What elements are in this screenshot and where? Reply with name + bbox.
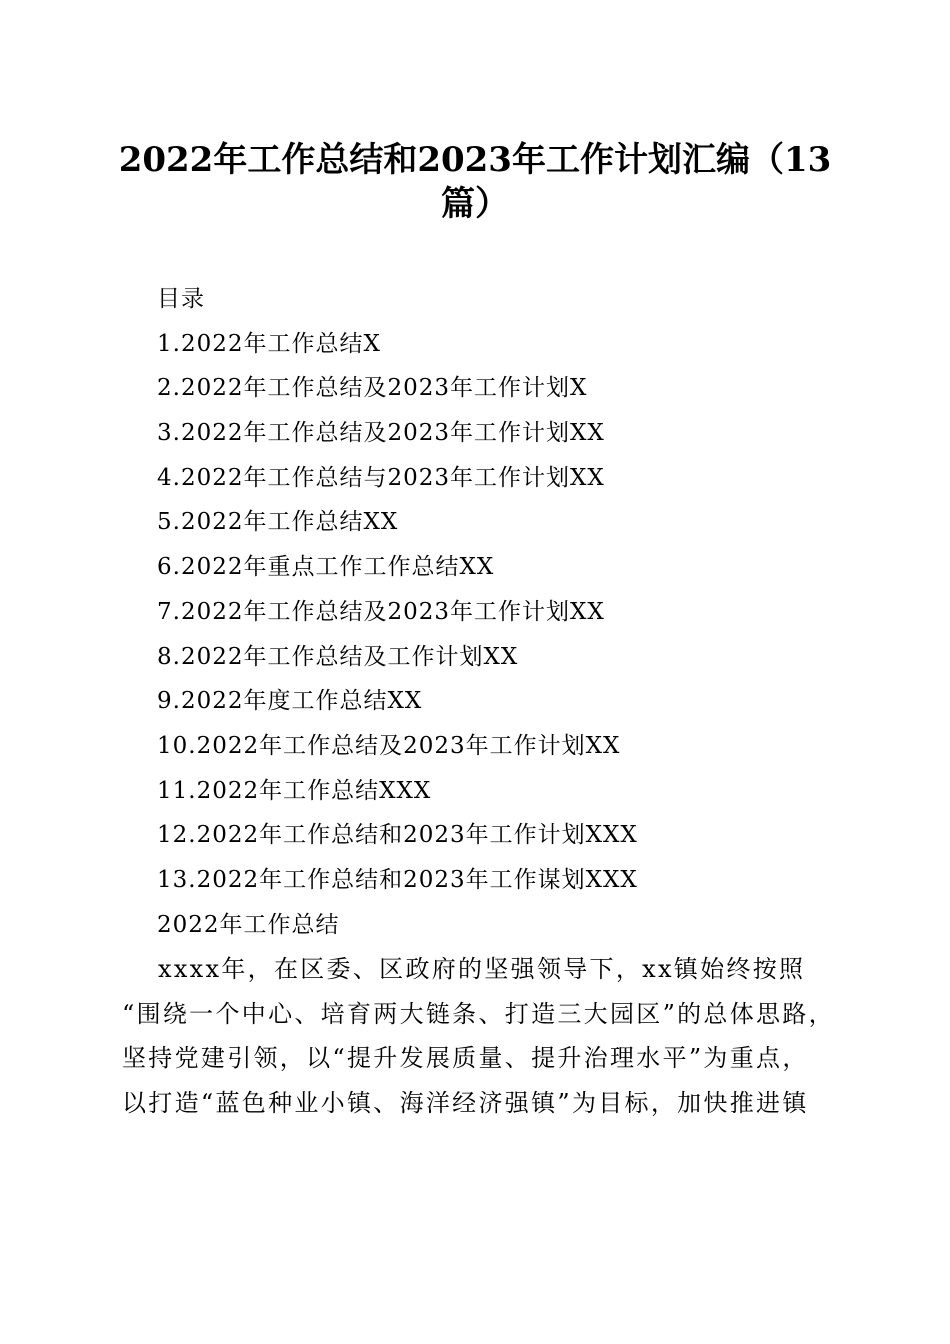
toc-item: 6.2022年重点工作工作总结XX [157, 554, 495, 581]
title-line-2: 篇） [441, 184, 509, 224]
toc-item: 1.2022年工作总结X [157, 330, 381, 357]
toc-item: 9.2022年度工作总结XX [157, 688, 423, 715]
toc-item: 7.2022年工作总结及2023年工作计划XX [157, 598, 605, 625]
table-of-contents [157, 277, 638, 947]
section-title: 2022年工作总结 [157, 911, 340, 938]
body-line: xxxx年，在区委、区政府的坚强领导下，xx镇始终按照 [158, 955, 806, 983]
body-line: “围绕一个中心、培育两大链条、打造三大园区”的总体思路， [122, 999, 835, 1028]
toc-item: 4.2022年工作总结与2023年工作计划XX [157, 464, 605, 491]
body-paragraph [122, 947, 842, 1125]
toc-item: 13.2022年工作总结和2023年工作谋划XXX [157, 866, 638, 893]
toc-item: 5.2022年工作总结XX [157, 509, 399, 536]
body-line: 以打造“蓝色种业小镇、海洋经济强镇”为目标，加快推进镇 [122, 1088, 809, 1117]
toc-item: 2.2022年工作总结及2023年工作计划X [157, 375, 588, 402]
body-line: 坚持党建引领，以“提升发展质量、提升治理水平”为重点， [122, 1044, 809, 1072]
toc-item: 11.2022年工作总结XXX [157, 777, 432, 804]
toc-heading: 目录 [157, 286, 205, 312]
title-line-1: 2022年工作总结和2023年工作计划汇编（13 [118, 140, 832, 180]
toc-item: 3.2022年工作总结及2023年工作计划XX [157, 420, 605, 447]
toc-item: 12.2022年工作总结和2023年工作计划XXX [157, 822, 638, 849]
toc-item: 10.2022年工作总结及2023年工作计划XX [157, 732, 621, 759]
toc-item: 8.2022年工作总结及工作计划XX [157, 643, 519, 670]
document-title [110, 138, 840, 226]
